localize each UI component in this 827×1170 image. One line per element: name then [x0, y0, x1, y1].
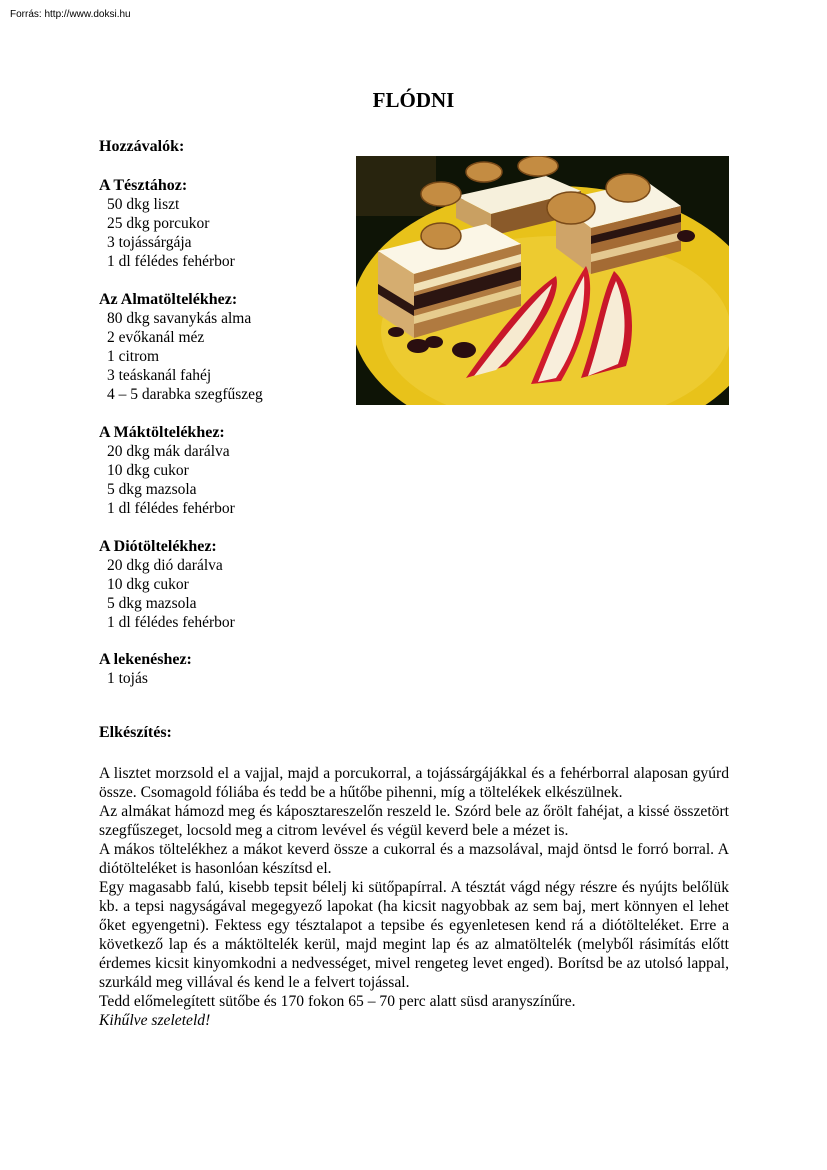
walnut-half: [421, 223, 461, 249]
ingredient-item: 20 dkg mák darálva: [107, 443, 230, 460]
ingredient-item: 20 dkg dió darálva: [107, 557, 223, 574]
ingredient-item: 80 dkg savanykás alma: [107, 310, 252, 327]
section-title: Az Almatöltelékhez:: [99, 291, 238, 308]
ingredient-item: 1 dl félédes fehérbor: [107, 500, 235, 517]
section-title: A Máktöltelékhez:: [99, 424, 225, 441]
closing-note: Kihűlve szeleteld!: [99, 1012, 211, 1029]
ingredient-item: 5 dkg mazsola: [107, 595, 197, 612]
preparation-paragraph: A mákos töltelékhez a mákot keverd össze a cukorral és a mazsolával, majd öntsd le forró borral. A diótölteléket is hasonlóan készítsd el.: [99, 841, 729, 877]
ingredient-item: 1 dl félédes fehérbor: [107, 614, 235, 631]
preparation-paragraph: Az almákat hámozd meg és káposztareszelőn reszeld le. Szórd bele az őrölt fahéjat, a kissé összetört szegfűszeget, locsold meg a citrom levével és végül keverd bele a mézet is.: [99, 803, 729, 839]
ingredient-item: 4 – 5 darabka szegfűszeg: [107, 386, 263, 403]
ingredient-item: 1 tojás: [107, 670, 148, 687]
preparation-heading: Elkészítés:: [99, 724, 172, 741]
ingredient-item: 10 dkg cukor: [107, 462, 189, 479]
source-note: Forrás: http://www.doksi.hu: [10, 9, 131, 20]
ingredient-item: 1 citrom: [107, 348, 160, 365]
section-dough: [99, 176, 235, 271]
ingredient-item: 10 dkg cukor: [107, 576, 189, 593]
ingredient-item: 2 evőkanál méz: [107, 329, 205, 346]
walnut-half: [547, 192, 595, 224]
preparation-paragraph: A lisztet morzsold el a vajjal, majd a porcukorral, a tojássárgájákkal és a fehérborral alaposan gyúrd össze. Csomagold fóliába és tedd be a hűtőbe pihenni, míg a töltelékek elkészülnek.: [99, 765, 729, 801]
section-title: A Tésztához:: [99, 177, 188, 194]
walnut-half: [466, 162, 502, 182]
section-title: A lekenéshez:: [99, 651, 192, 668]
section-poppy-filling: [99, 423, 235, 518]
preparation-paragraph: Egy magasabb falú, kisebb tepsit bélelj ki sütőpapírral. A tésztát vágd négy részre és nyújts belőlük kb. a tepsi nagyságával megegyező lapokat (ha kicsit nagyobbak az sem baj, mert könnyen el lehet őket egyengetni). Fektess egy tésztalapot a tepsibe és egyenletesen kend rá a diótölteléket. Erre a következő lap és a máktöltelék kerül, majd megint lap és az almatöltelék (melyből rásimítás előtt érdemes kicsit kinyomkodni a nedvességet, mivel rengeteg levet enged). Borítsd be az utolsó lappal, szurkáld meg villával és kend le a felvert tojással.: [99, 879, 729, 991]
preparation-text: [99, 764, 729, 1030]
ingredient-item: 25 dkg porcukor: [107, 215, 210, 232]
section-egg-wash: [99, 650, 192, 688]
ingredient-item: 3 tojássárgája: [107, 234, 192, 251]
walnut-half: [518, 156, 558, 176]
ingredient-item: 50 dkg liszt: [107, 196, 180, 213]
ingredients-heading: Hozzávalók:: [99, 138, 185, 155]
walnut-half: [421, 182, 461, 206]
walnut-half: [606, 174, 650, 202]
ingredient-item: 1 dl félédes fehérbor: [107, 253, 235, 270]
section-title: A Diótöltelékhez:: [99, 538, 217, 555]
ingredient-item: 5 dkg mazsola: [107, 481, 197, 498]
preparation-paragraph: Tedd előmelegített sütőbe és 170 fokon 65 – 70 perc alatt süsd aranyszínűre.: [99, 993, 576, 1010]
section-walnut-filling: [99, 537, 235, 632]
flodni-photo: [356, 156, 729, 405]
ingredient-item: 3 teáskanál fahéj: [107, 367, 212, 384]
photo-shadow: [356, 156, 436, 216]
section-apple-filling: [99, 290, 263, 404]
page-title: FLÓDNI: [372, 88, 455, 112]
